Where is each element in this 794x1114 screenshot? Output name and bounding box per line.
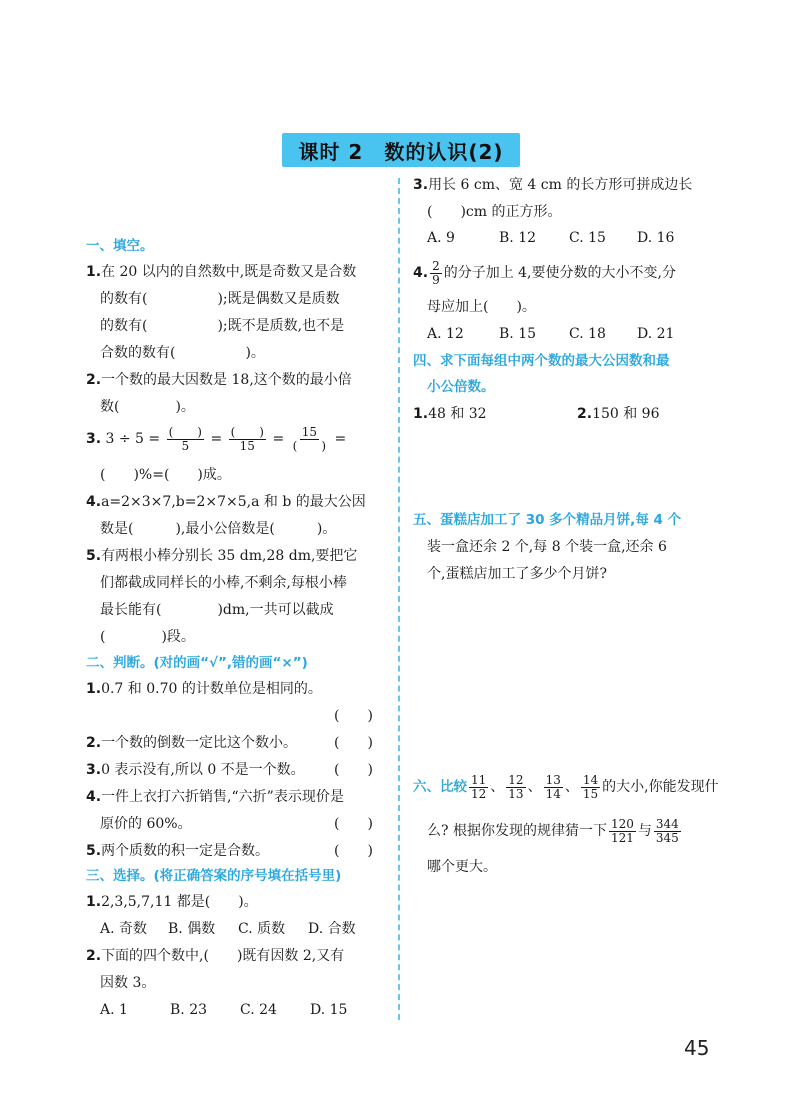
section-judge-heading: 二、判断。(对的画“√”,错的画“×”) bbox=[86, 655, 308, 671]
cake-problem-line2: 装一盒还余 2 个,每 8 个装一盒,还余 6 bbox=[427, 539, 667, 555]
choice-q3-option-c[interactable]: C. 15 bbox=[569, 230, 606, 246]
judge-q3-answer[interactable]: ( ) bbox=[334, 762, 373, 778]
choice-q2-option-a[interactable]: A. 1 bbox=[100, 1002, 128, 1018]
judge-q1-line1 bbox=[86, 679, 322, 699]
compare-problem-line2: 么? 根据你发现的规律猜一下 $\frac{120}{121}$ 与 $\frac{344}{345}$ bbox=[427, 816, 679, 845]
choice-q2-option-c[interactable]: C. 24 bbox=[240, 1002, 277, 1018]
cake-problem-line3: 个,蛋糕店加工了多少个月饼? bbox=[427, 566, 607, 582]
gcd-q2 bbox=[577, 404, 660, 424]
choice-q4-option-c[interactable]: C. 18 bbox=[569, 326, 606, 342]
fill-q2-line2: 数( )。 bbox=[100, 399, 195, 415]
question-number: 1. bbox=[86, 264, 102, 280]
fill-q1-line3: 的数有( );既不是质数,也不是 bbox=[100, 318, 345, 334]
fraction-11-12: $\frac{11}{12}$ bbox=[471, 772, 487, 801]
fill-q5-line4: ( )段。 bbox=[100, 629, 195, 645]
question-text: 0.7 和 0.70 的计数单位是相同的。 bbox=[101, 681, 322, 697]
judge-q5-answer[interactable]: ( ) bbox=[334, 843, 373, 859]
question-text: 的分子加上 4,要使分数的大小不变,分 bbox=[443, 265, 676, 281]
choice-q1-line1 bbox=[86, 892, 258, 912]
question-number: 5. bbox=[86, 548, 102, 564]
choice-q3-line1 bbox=[413, 175, 692, 195]
judge-q4-line1 bbox=[86, 787, 344, 807]
fraction-120-121: $\frac{120}{121}$ bbox=[610, 816, 634, 845]
judge-q5-line1 bbox=[86, 841, 269, 861]
question-number: 2. bbox=[86, 372, 102, 388]
choice-q2-line2: 因数 3。 bbox=[100, 975, 156, 991]
choice-q1-option-d[interactable]: D. 合数 bbox=[308, 921, 356, 937]
fill-q3-line1: 3. 3 ÷ 5 = $\frac{( )}{5}$ = $\frac{( )}{15}$ = $\frac{15}{( )}$ = bbox=[86, 424, 347, 453]
fraction-14-15: $\frac{14}{15}$ bbox=[582, 772, 599, 801]
choice-q4-line2: 母应加上( )。 bbox=[427, 299, 536, 315]
gcd-q1 bbox=[413, 404, 487, 424]
question-number: 3. bbox=[413, 177, 429, 193]
fill-q1-line1 bbox=[86, 262, 356, 282]
judge-q3-line1 bbox=[86, 760, 305, 780]
question-text: 一个数的倒数一定比这个数小。 bbox=[101, 735, 298, 751]
section-fill-heading: 一、填空。 bbox=[86, 238, 154, 254]
question-text: 有两根小棒分别长 35 dm,28 dm,要把它 bbox=[101, 548, 358, 564]
question-number: 1. bbox=[86, 894, 102, 910]
lesson-title: 课时 2 数的认识(2) bbox=[282, 133, 520, 167]
judge-q1-answer[interactable]: ( ) bbox=[334, 708, 373, 724]
choice-q1-option-a[interactable]: A. 奇数 bbox=[100, 921, 148, 937]
fill-q5-line2: 们都截成同样长的小棒,不剩余,每根小棒 bbox=[100, 575, 347, 591]
question-text: 150 和 96 bbox=[592, 406, 660, 422]
section-choice-heading: 三、选择。(将正确答案的序号填在括号里) bbox=[86, 868, 342, 884]
fill-q5-line1 bbox=[86, 546, 357, 566]
section-gcd-heading: 四、求下面每组中两个数的最大公因数和最 bbox=[413, 353, 670, 369]
question-number: 1. bbox=[413, 406, 429, 422]
fraction-344-345: $\frac{344}{345}$ bbox=[655, 816, 679, 845]
fill-q2-line1 bbox=[86, 370, 352, 390]
choice-q4-line1 bbox=[413, 258, 676, 288]
question-number: 2. bbox=[86, 948, 102, 964]
choice-q2-line1 bbox=[86, 946, 344, 966]
question-number: 4. bbox=[86, 789, 102, 805]
judge-q2-line1 bbox=[86, 733, 297, 753]
choice-q4-option-d[interactable]: D. 21 bbox=[637, 326, 675, 342]
question-text: a=2×3×7,b=2×7×5,a 和 b 的最大公因 bbox=[101, 494, 366, 510]
question-number: 4. bbox=[413, 265, 429, 281]
question-number: 2. bbox=[86, 735, 102, 751]
question-text: 用长 6 cm、宽 4 cm 的长方形可拼成边长 bbox=[428, 177, 693, 193]
fraction-12-13: $\frac{12}{13}$ bbox=[508, 772, 524, 801]
division-expression: 3 ÷ 5 = bbox=[105, 431, 161, 447]
section-gcd-heading-line2: 小公倍数。 bbox=[427, 379, 495, 395]
judge-q4-line2: 原价的 60%。 bbox=[100, 816, 192, 832]
choice-q4-option-b[interactable]: B. 15 bbox=[499, 326, 537, 342]
question-number: 1. bbox=[86, 681, 102, 697]
question-number: 2. bbox=[577, 406, 593, 422]
fraction: $\frac{15}{( )}$ bbox=[292, 424, 327, 453]
fill-q1-line2: 的数有( );既是偶数又是质数 bbox=[100, 291, 340, 307]
choice-q1-option-c[interactable]: C. 质数 bbox=[238, 921, 286, 937]
fill-q5-line3: 最长能有( )dm,一共可以截成 bbox=[100, 602, 334, 618]
choice-q4-option-a[interactable]: A. 12 bbox=[427, 326, 464, 342]
question-text: 一个数的最大因数是 18,这个数的最小倍 bbox=[101, 372, 352, 388]
section-compare-heading: 六、比较 bbox=[413, 779, 467, 795]
choice-q2-option-d[interactable]: D. 15 bbox=[310, 1002, 348, 1018]
question-number: 4. bbox=[86, 494, 102, 510]
question-number: 3. bbox=[86, 431, 102, 447]
choice-q3-option-d[interactable]: D. 16 bbox=[637, 230, 675, 246]
fill-q4-line1 bbox=[86, 492, 366, 512]
question-number: 3. bbox=[86, 762, 102, 778]
fraction: $\frac{( )}{5}$ bbox=[168, 424, 202, 453]
page-number: 45 bbox=[684, 1036, 710, 1060]
fraction: $\frac{2}{9}$ bbox=[432, 258, 440, 287]
question-text: 下面的四个数中,( )既有因数 2,又有 bbox=[101, 948, 345, 964]
question-text: 48 和 32 bbox=[428, 406, 487, 422]
question-text: 两个质数的积一定是合数。 bbox=[101, 843, 270, 859]
judge-q2-answer[interactable]: ( ) bbox=[334, 735, 373, 751]
compare-problem-line3: 哪个更大。 bbox=[427, 859, 497, 875]
question-text: 0 表示没有,所以 0 不是一个数。 bbox=[101, 762, 305, 778]
question-text: 在 20 以内的自然数中,既是奇数又是合数 bbox=[101, 264, 357, 280]
choice-q1-option-b[interactable]: B. 偶数 bbox=[168, 921, 216, 937]
choice-q3-option-a[interactable]: A. 9 bbox=[427, 230, 455, 246]
choice-q3-line2: ( )cm 的正方形。 bbox=[427, 204, 562, 220]
column-divider bbox=[398, 178, 400, 1020]
choice-q3-option-b[interactable]: B. 12 bbox=[499, 230, 537, 246]
question-text: 一件上衣打六折销售,“六折”表示现价是 bbox=[101, 789, 344, 805]
fill-q4-line2: 数是( ),最小公倍数是( )。 bbox=[100, 521, 337, 537]
judge-q4-answer[interactable]: ( ) bbox=[334, 816, 373, 832]
fill-q1-line4: 合数的数有( )。 bbox=[100, 345, 265, 361]
fraction: $\frac{( )}{15}$ bbox=[230, 424, 264, 453]
fill-q3-line2: ( )%=( )成。 bbox=[100, 467, 231, 483]
fraction-13-14: $\frac{13}{14}$ bbox=[545, 772, 561, 801]
question-number: 5. bbox=[86, 843, 102, 859]
choice-q2-option-b[interactable]: B. 23 bbox=[170, 1002, 208, 1018]
compare-problem-line1: 六、比较 $\frac{11}{12}$ 、 $\frac{12}{13}$ 、 $\frac{13}{14}$ 、 $\frac{14}{15}$ 的大小,你能发现什 bbox=[413, 772, 719, 801]
question-text: 2,3,5,7,11 都是( )。 bbox=[101, 894, 258, 910]
section-cake-heading: 五、蛋糕店加工了 30 多个精品月饼,每 4 个 bbox=[413, 512, 682, 528]
